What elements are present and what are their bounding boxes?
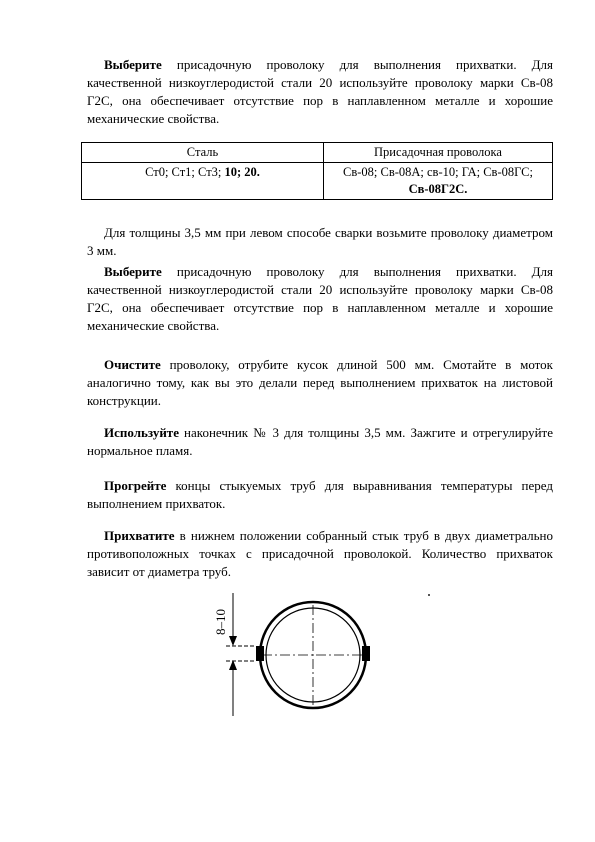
paragraph-text: присадочную проволоку для выполнения прихватки. Для качественной низкоуглеродистой стали 20 используйте проволоку марки Св-08 Г2С, она обеспечивает отсутствие пор в наплавленном металле и хорошие механические свойства. <box>87 264 553 333</box>
table-row <box>82 163 553 200</box>
emphasis-word: Прогрейте <box>104 478 167 493</box>
paragraph-select-wire-1 <box>87 56 553 128</box>
paragraph-use-tip <box>87 424 553 460</box>
wire-grades-bold: Св-08Г2С. <box>408 182 468 196</box>
center-lines <box>262 605 364 705</box>
steel-wire-table <box>81 142 553 200</box>
steel-grades-bold: 10; 20. <box>224 165 260 179</box>
steel-grades-plain: Ст0; Ст1; Ст3; <box>145 165 225 179</box>
dimension-line <box>226 593 256 716</box>
cell-wire-grades <box>324 163 553 200</box>
header-steel: Сталь <box>82 143 324 163</box>
paragraph-text: в нижнем положении собранный стык труб в двух диаметрально противоположных точках с присадочной проволокой. Количество прихваток зависит от диаметра труб. <box>87 528 553 579</box>
paragraph-clean-wire <box>87 356 553 410</box>
paragraph-select-wire-2 <box>87 263 553 335</box>
wire-grades-plain: Св-08; Св-08А; св-10; ГА; Св-08ГС; <box>342 165 533 179</box>
emphasis-word: Очистите <box>104 357 161 372</box>
emphasis-word: Используйте <box>104 425 179 440</box>
table-header-row <box>82 143 553 163</box>
paragraph-tack-weld <box>87 527 553 581</box>
header-wire: Присадочная проволока <box>324 143 553 163</box>
paragraph-wire-diameter <box>87 224 553 260</box>
paragraph-text: наконечник № 3 для толщины 3,5 мм. Зажгите и отрегулируйте нормальное пламя. <box>87 425 553 458</box>
emphasis-word: Прихватите <box>104 528 175 543</box>
emphasis-word: Выберите <box>104 264 162 279</box>
paragraph-text: присадочную проволоку для выполнения прихватки. Для качественной низкоуглеродистой стали 20 используйте проволоку марки Св-08 Г2С, она обеспечивает отсутствие пор в наплавленном металле и хорошие механические свойства. <box>87 57 553 126</box>
cell-steel-grades <box>82 163 324 200</box>
paragraph-text: Для толщины 3,5 мм при левом способе сварки возьмите проволоку диаметром 3 мм. <box>87 225 553 258</box>
paragraph-text: проволоку, отрубите кусок длиной 500 мм. Смотайте в моток аналогично тому, как вы это делали перед выполнением прихваток на листовой конструкции. <box>87 357 553 408</box>
stray-mark <box>428 594 430 596</box>
pipe-joint-figure <box>200 588 380 723</box>
dimension-label: 8–10 <box>213 609 228 635</box>
emphasis-word: Выберите <box>104 57 162 72</box>
paragraph-text: концы стыкуемых труб для выравнивания температуры перед выполнением прихваток. <box>87 478 553 511</box>
paragraph-preheat <box>87 477 553 513</box>
